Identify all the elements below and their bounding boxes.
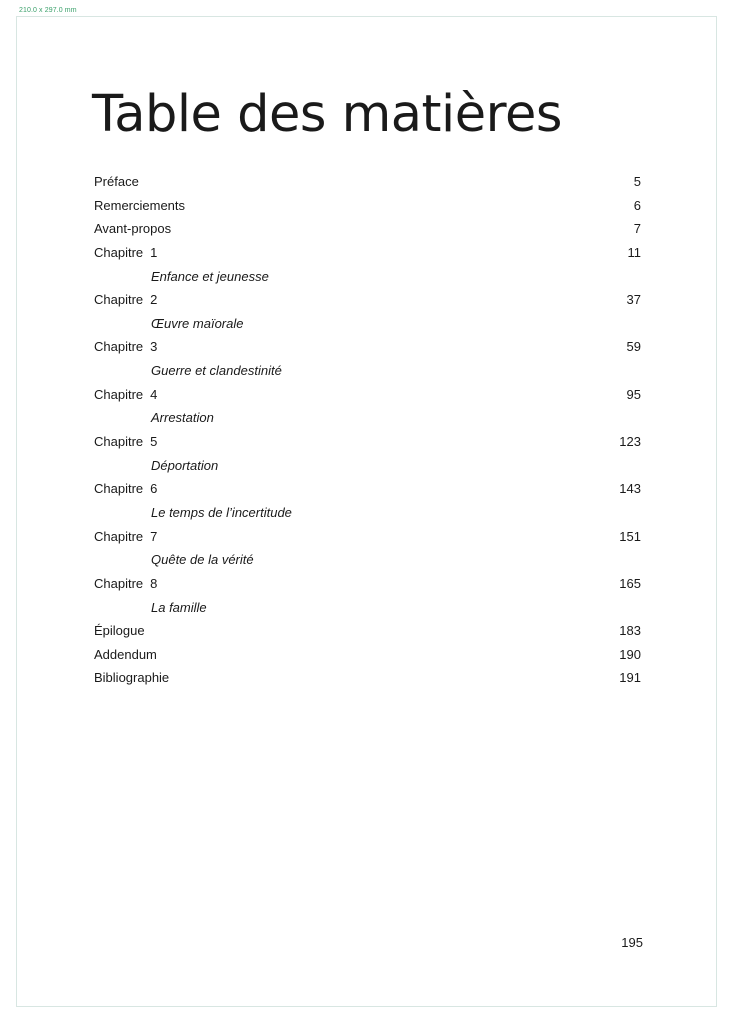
toc-page-number: 143 bbox=[619, 481, 641, 497]
toc-entry-label bbox=[94, 217, 171, 241]
toc-subtitle-row bbox=[94, 548, 641, 572]
toc-entry-label bbox=[94, 383, 157, 407]
chapter-number: 8 bbox=[150, 575, 158, 591]
chapter-subtitle: Quête de la vérité bbox=[151, 552, 254, 568]
toc-subtitle-row bbox=[94, 265, 641, 289]
toc-page-number: 191 bbox=[619, 670, 641, 686]
chapter-number: 1 bbox=[150, 244, 158, 260]
toc-entry-title: Bibliographie bbox=[94, 670, 170, 686]
toc-entry-label bbox=[94, 619, 145, 643]
toc-entry bbox=[94, 430, 641, 454]
toc-entry-title: Chapitre bbox=[94, 575, 144, 591]
toc-entry-label bbox=[94, 666, 169, 690]
toc-entry bbox=[94, 525, 641, 549]
toc-subtitle-row bbox=[94, 596, 641, 620]
chapter-subtitle: Enfance et jeunesse bbox=[151, 268, 269, 284]
toc-entry-title: Avant-propos bbox=[94, 221, 172, 237]
toc-entry-title: Préface bbox=[94, 174, 139, 189]
page-title: Table des matières bbox=[92, 85, 562, 144]
toc-entry bbox=[94, 383, 641, 407]
toc-entry bbox=[94, 619, 641, 643]
toc-entry-title: Chapitre bbox=[94, 244, 144, 260]
toc-page-number: 59 bbox=[626, 339, 641, 355]
toc-entry-label bbox=[94, 643, 157, 667]
toc-page-number: 151 bbox=[619, 528, 641, 544]
chapter-number: 2 bbox=[150, 292, 158, 308]
toc-entry-title: Chapitre bbox=[94, 386, 144, 402]
toc-entry bbox=[94, 170, 641, 194]
toc-page-number: 183 bbox=[619, 623, 641, 639]
toc-page-number: 37 bbox=[626, 292, 641, 308]
chapter-number: 6 bbox=[150, 481, 158, 497]
chapter-subtitle: Le temps de l’incertitude bbox=[151, 504, 292, 520]
chapter-subtitle: La famille bbox=[151, 599, 207, 615]
toc-entry bbox=[94, 288, 641, 312]
toc-entry bbox=[94, 666, 641, 690]
toc-page-number: 5 bbox=[633, 174, 641, 189]
toc-entry-label bbox=[94, 170, 139, 194]
toc-page-number: 6 bbox=[633, 197, 641, 213]
toc-entry-label bbox=[94, 430, 157, 454]
toc-entry-title: Remerciements bbox=[94, 197, 186, 213]
toc-entry bbox=[94, 572, 641, 596]
toc-page-number: 165 bbox=[619, 575, 641, 591]
toc-subtitle-row bbox=[94, 501, 641, 525]
toc-entry-label bbox=[94, 572, 157, 596]
toc-subtitle-row bbox=[94, 454, 641, 478]
toc-page-number: 7 bbox=[633, 221, 641, 237]
toc-entry-label bbox=[94, 477, 157, 501]
chapter-number: 4 bbox=[150, 386, 158, 402]
toc-entry bbox=[94, 241, 641, 265]
toc-entry bbox=[94, 335, 641, 359]
toc-entry-label bbox=[94, 288, 157, 312]
page-number: 195 bbox=[621, 935, 643, 950]
toc-entry-title: Addendum bbox=[94, 646, 157, 662]
toc-entry-title: Épilogue bbox=[94, 623, 145, 639]
chapter-subtitle: Œuvre maïorale bbox=[151, 315, 244, 331]
toc-entry-label bbox=[94, 525, 157, 549]
toc-page-number: 190 bbox=[619, 646, 641, 662]
toc-entry-title: Chapitre bbox=[94, 292, 144, 308]
toc-entry bbox=[94, 643, 641, 667]
toc-entry-title: Chapitre bbox=[94, 434, 144, 450]
toc-entry-label bbox=[94, 335, 157, 359]
toc-page-number: 95 bbox=[626, 386, 641, 402]
toc-entry-title: Chapitre bbox=[94, 481, 144, 497]
toc-entry-title: Chapitre bbox=[94, 339, 144, 355]
toc-subtitle-row bbox=[94, 312, 641, 336]
chapter-subtitle: Déportation bbox=[151, 457, 219, 473]
toc-page-number: 11 bbox=[627, 244, 641, 260]
chapter-number: 5 bbox=[150, 434, 158, 450]
chapter-subtitle: Guerre et clandestinité bbox=[151, 363, 282, 379]
chapter-subtitle: Arrestation bbox=[151, 410, 214, 426]
table-of-contents bbox=[94, 170, 641, 690]
toc-page-number: 123 bbox=[619, 434, 641, 450]
toc-entry-label bbox=[94, 241, 157, 265]
toc-entry-title: Chapitre bbox=[94, 528, 144, 544]
toc-subtitle-row bbox=[94, 359, 641, 383]
toc-entry-label bbox=[94, 194, 185, 218]
chapter-number: 7 bbox=[150, 528, 158, 544]
page-size-label: 210.0 x 297.0 mm bbox=[19, 7, 77, 14]
toc-subtitle-row bbox=[94, 406, 641, 430]
chapter-number: 3 bbox=[150, 339, 158, 355]
toc-entry bbox=[94, 217, 641, 241]
toc-entry bbox=[94, 194, 641, 218]
toc-entry bbox=[94, 477, 641, 501]
